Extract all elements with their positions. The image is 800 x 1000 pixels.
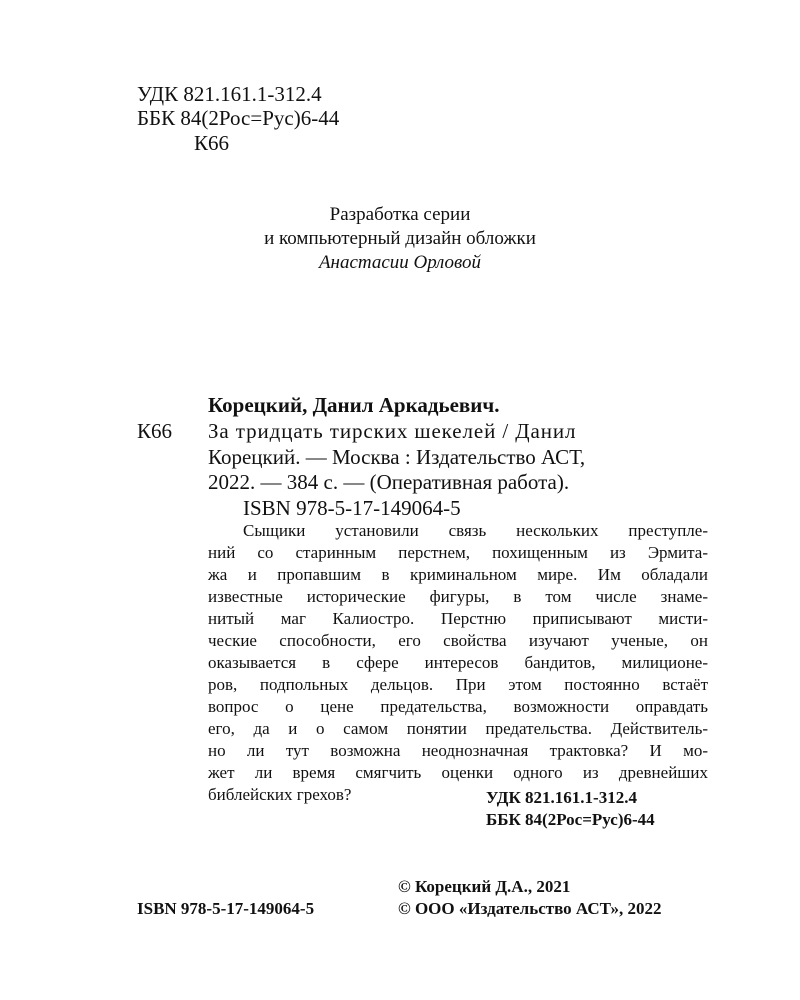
series-design-credit: Разработка серии [329, 204, 471, 225]
author-heading: Корецкий, Данил Аркадьевич. [208, 393, 500, 417]
publisher-copyright: © ООО «Издательство АСТ», 2022 [398, 899, 662, 918]
annotation-line: вопрос о цене предательства, возможности оправдать [208, 697, 708, 716]
annotation-line: библейских грехов? [208, 785, 352, 804]
bibliographic-line: За тридцать тирских шекелей / Данил [208, 419, 577, 443]
annotation-line: его, да и о самом понятии предательства. Действитель- [208, 719, 708, 738]
annotation-line: ров, подпольных дельцов. При этом постоянно встаёт [208, 675, 708, 694]
udk-code-top: УДК 821.161.1-312.4 [137, 82, 322, 106]
udk-code-bottom: УДК 821.161.1-312.4 [486, 788, 637, 807]
bibliographic-line: 2022. — 384 с. — (Оперативная работа). [208, 470, 570, 494]
cover-design-credit: и компьютерный дизайн обложки [264, 228, 536, 249]
annotation-line: но ли тут возможна неоднозначная трактовка? И мо- [208, 741, 708, 760]
author-sign-top: К66 [194, 131, 230, 155]
isbn-record: ISBN 978-5-17-149064-5 [243, 496, 461, 520]
bbk-code-top: ББК 84(2Рос=Рус)6-44 [137, 106, 340, 130]
author-copyright: © Корецкий Д.А., 2021 [398, 877, 571, 896]
annotation-line: нитый маг Калиостро. Перстню приписывают мисти- [208, 609, 708, 628]
bbk-code-bottom: ББК 84(2Рос=Рус)6-44 [486, 810, 655, 829]
annotation-line: жа и пропавшим в криминальном мире. Им обладали [208, 565, 708, 584]
isbn-bottom: ISBN 978-5-17-149064-5 [137, 899, 315, 918]
annotation-line: жет ли время смягчить оценки одного из древнейших [208, 763, 708, 782]
annotation-line: оказывается в сфере интересов бандитов, милиционе- [208, 653, 708, 672]
annotation-line: Сыщики установили связь нескольких преступле- [243, 521, 708, 540]
author-sign: К66 [137, 419, 173, 443]
annotation-line: известные исторические фигуры, в том числе знаме- [208, 587, 708, 606]
designer-name: Анастасии Орловой [318, 252, 482, 273]
annotation-line: ний со старинным перстнем, похищенным из Эрмита- [208, 543, 708, 562]
annotation-line: ческие способности, его свойства изучают ученые, он [208, 631, 708, 650]
annotation [208, 520, 708, 806]
bibliographic-line: Корецкий. — Москва : Издательство АСТ, [208, 445, 586, 469]
